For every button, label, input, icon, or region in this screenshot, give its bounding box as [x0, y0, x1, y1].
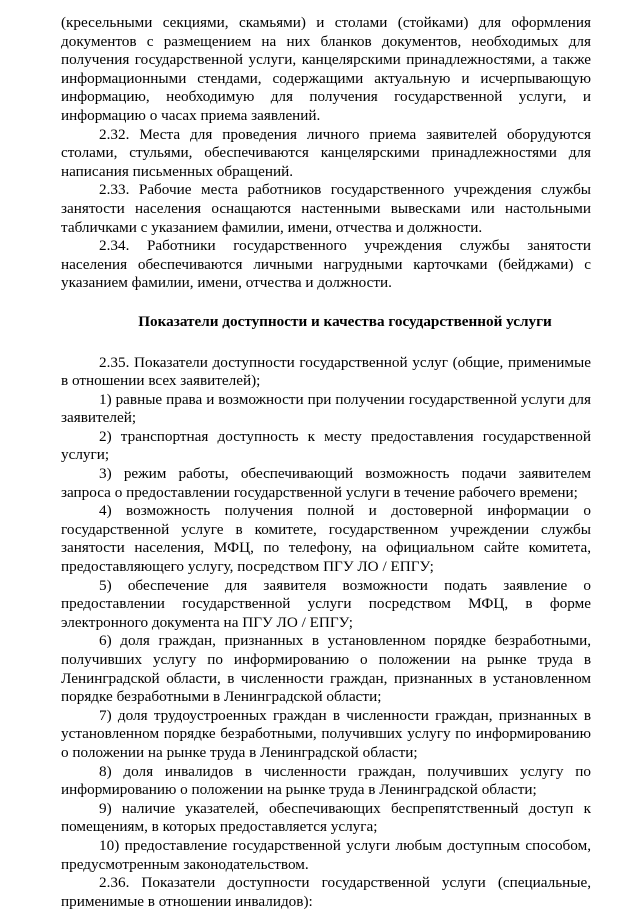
document-page: [61, 14, 591, 911]
list-item-3: 3) режим работы, обеспечивающий возможность подачи заявителем запроса о предоставлении государственной услуги в течение рабочего времени;: [61, 465, 591, 501]
list-item-4: 4) возможность получения полной и достоверной информации о государственной услуге в комитете, государственном учреждении службы занятости населения, МФЦ, по телефону, на официальном сайте комитета, предоставляющего услугу, посредством ПГУ ЛО / ЕПГУ;: [61, 502, 591, 576]
list-item-5: 5) обеспечение для заявителя возможности подать заявление о предоставлении государственной услуги посредством МФЦ, в форме электронного документа на ПГУ ЛО / ЕПГУ;: [61, 576, 591, 631]
list-item-10: 10) предоставление государственной услуги любым доступным способом, предусмотренным законодательством.: [61, 836, 591, 873]
paragraph-continuation: (кресельными секциями, скамьями) и столами (стойками) для оформления документов с размещением на них бланков документов, необходимых для получения государственной услуги, канцелярскими принадлежностями, а также информационными стендами, содержащими актуальную и исчерпывающую информацию, необходимую для получения государственной услуги, и информацию о часах приема заявлений.: [61, 14, 591, 124]
paragraph-2-36: 2.36. Показатели доступности государственной услуги (специальные, применимые в отношении инвалидов):: [61, 874, 591, 910]
list-item-2: 2) транспортная доступность к месту предоставления государственной услуги;: [61, 427, 591, 464]
list-item-9: 9) наличие указателей, обеспечивающих беспрепятственный доступ к помещениям, в которых предоставляется услуга;: [61, 799, 591, 836]
paragraph-2-32: 2.32. Места для проведения личного приема заявителей оборудуются столами, стульями, обеспечиваются канцелярскими принадлежностями для написания письменных обращений.: [61, 125, 591, 180]
list-item-8: 8) доля инвалидов в численности граждан, получивших услугу по информированию о положении на рынке труда в Ленинградской области;: [61, 762, 591, 799]
list-item-7: 7) доля трудоустроенных граждан в численности граждан, признанных в установленном порядке безработными, получивших услугу по информированию о положении на рынке труда в Ленинградской области;: [61, 706, 591, 761]
paragraph-2-34: 2.34. Работники государственного учреждения службы занятости населения обеспечиваются личными нагрудными карточками (бейджами) с указанием фамилии, имени, отчества и должности.: [61, 237, 591, 292]
paragraph-2-35: 2.35. Показатели доступности государственной услуг (общие, применимые в отношении всех заявителей);: [61, 353, 591, 390]
section-heading: Показатели доступности и качества государственной услуги: [138, 312, 552, 330]
paragraph-2-33: 2.33. Рабочие места работников государственного учреждения службы занятости населения оснащаются настенными вывесками или настольными табличками с указанием фамилии, имени, отчества и должности.: [61, 181, 591, 236]
list-item-1: 1) равные права и возможности при получении государственной услуги для заявителей;: [61, 390, 591, 427]
list-item-6: 6) доля граждан, признанных в установленном порядке безработными, получивших услугу по информированию о положении на рынке труда в Ленинградской области, в численности граждан, признанных в установленном порядке безработными в Ленинградской области;: [61, 632, 591, 706]
